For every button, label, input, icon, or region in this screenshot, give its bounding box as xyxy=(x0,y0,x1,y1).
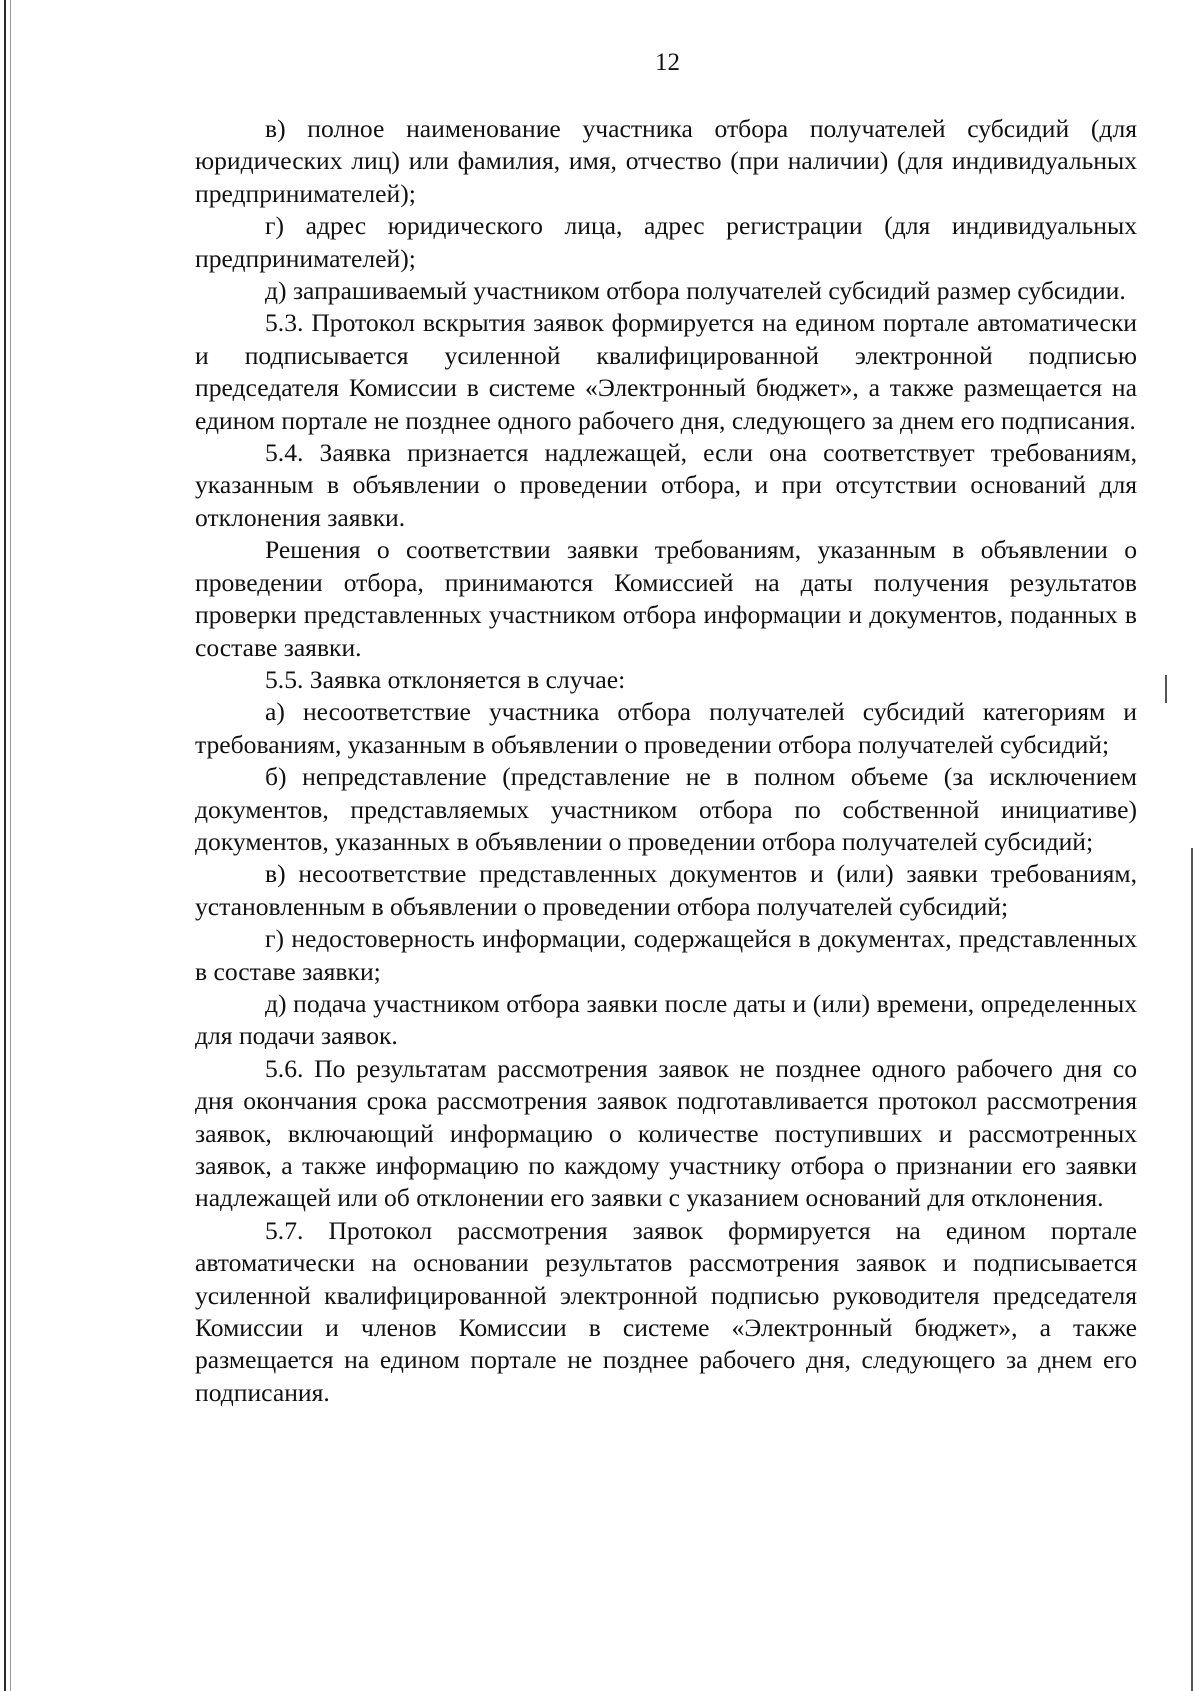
paragraph-5-3: 5.3. Протокол вскрытия заявок формируется на едином портале автоматически и подписывается усиленной квалифицированной электронной подписью председателя Комиссии в системе «Электронный бюджет», а также размещается на едином портале не позднее одного рабочего дня, следующего за днем его подписания. xyxy=(195,308,1137,435)
paragraph-decisions: Решения о соответствии заявки требованиям, указанным в объявлении о проведении отбора, принимаются Комиссией на даты получения результатов проверки представленных участником отбора информации и документов, поданных в составе заявки. xyxy=(195,535,1137,662)
scan-edge-left-inner xyxy=(10,0,11,1691)
paragraph-item-v-full-name: в) полное наименование участника отбора получателей субсидий (для юридических лиц) или фамилия, имя, отчество (при наличии) (для индивидуальных предпринимателей); xyxy=(195,114,1137,208)
paragraph-item-v-documents: в) несоответствие представленных документов и (или) заявки требованиям, установленным в объявлении о проведении отбора получателей субсидий; xyxy=(195,859,1137,921)
paragraph-item-d-subsidy-amount: д) запрашиваемый участником отбора получателей субсидий размер субсидии. xyxy=(265,276,1126,306)
paragraph-item-d-late-submission: д) подача участником отбора заявки после даты и (или) времени, определенных для подачи заявок. xyxy=(195,988,1137,1051)
scan-mark-right xyxy=(1165,675,1167,703)
scan-edge-right xyxy=(1191,848,1193,1691)
paragraph-item-g-unreliability: г) недостоверность информации, содержащейся в документах, представленных в составе заявки; xyxy=(195,924,1137,986)
page-number: 12 xyxy=(655,49,680,76)
paragraph-item-g-address: г) адрес юридического лица, адрес регистрации (для индивидуальных предпринимателей); xyxy=(195,211,1137,273)
scan-edge-left xyxy=(4,0,6,1691)
paragraph-5-7: 5.7. Протокол рассмотрения заявок формируется на едином портале автоматически на основании результатов рассмотрения заявок и подписывается усиленной квалифицированной электронной подписью руководителя председателя Комиссии и членов Комиссии в системе «Электронный бюджет», а также размещается на едином портале не позднее рабочего дня, следующего за днем его подписания. xyxy=(195,1215,1137,1407)
paragraph-item-a-nonconformity: а) несоответствие участника отбора получателей субсидий категориям и требованиям, указанным в объявлении о проведении отбора получателей субсидий; xyxy=(195,697,1137,759)
paragraph-5-4: 5.4. Заявка признается надлежащей, если она соответствует требованиям, указанным в объявлении о проведении отбора, и при отсутствии оснований для отклонения заявки. xyxy=(195,438,1137,532)
document-body xyxy=(195,113,1137,1409)
paragraph-item-b-nonsubmission: б) непредставление (представление не в полном объеме (за исключением документов, представляемых участником отбора по собственной инициативе) документов, указанных в объявлении о проведении отбора получателей субсидий; xyxy=(195,762,1137,856)
paragraph-5-6: 5.6. По результатам рассмотрения заявок не позднее одного рабочего дня со дня окончания срока рассмотрения заявок подготавливается протокол рассмотрения заявок, включающий информацию о количестве поступивших и рассмотренных заявок, а также информацию по каждому участнику отбора о признании его заявки надлежащей или об отклонении его заявки с указанием оснований для отклонения. xyxy=(195,1053,1137,1213)
paragraph-5-5: 5.5. Заявка отклоняется в случае: xyxy=(265,664,626,694)
